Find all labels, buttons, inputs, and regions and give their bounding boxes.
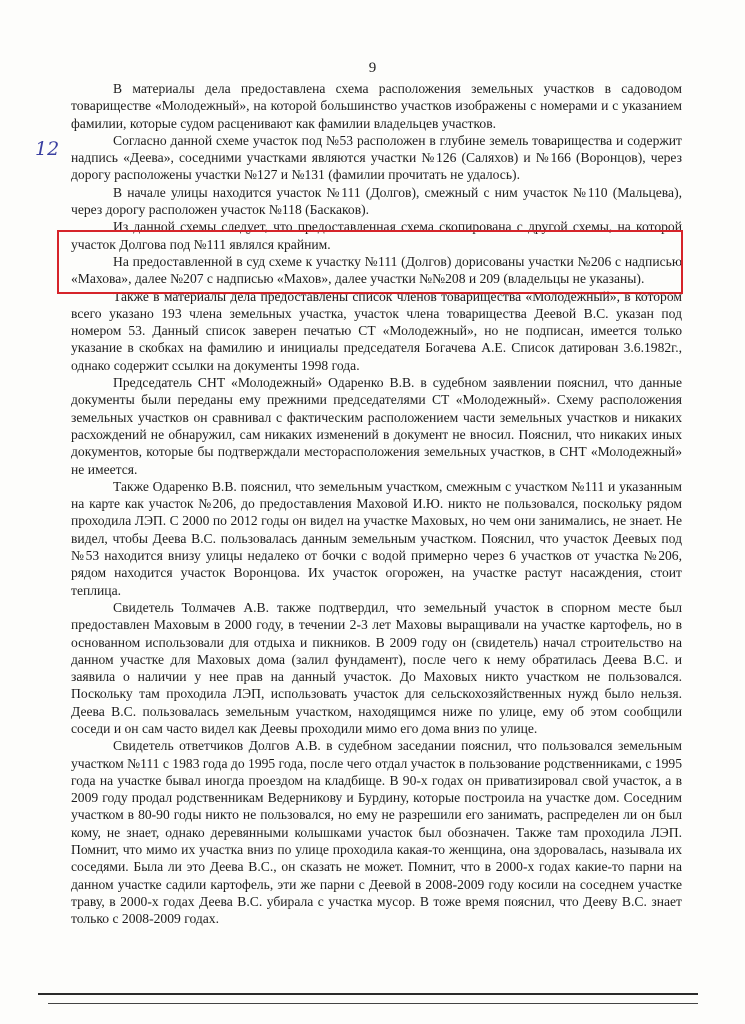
handwritten-margin-note: 12 [35, 138, 60, 160]
paragraph-member-list: Также в материалы дела предоставлены список членов товарищества «Молодежный», в котором всего указано 193 члена земельных участка, участок члена товарищества Деевой В.С. указан под номером 53. Данный список заверен печатью СТ «Молодежный», но не подписан, имеется только указание в скобках на фамилию и инициалы председателя Богачева А.Е. Список датирован 3.6.1982г., однако содержит ссылки на документы 1998 года. [71, 288, 682, 373]
paragraph-dolgov-testimony: Свидетель ответчиков Долгов А.В. в судебном заседании пояснил, что пользовался земельным участком №111 с 1983 года до 1995 года, после чего отдал участок в пользование родственниками, с 1995 года на участке бывал иногда проездом на кладбище. В 90-х годах он приватизировал свой участок, а в 2009 году продал родственникам Ведерникову и Бурдину, которые построила на участке дом. Соседним участком в 80-90 годы никто не пользовался, но ему не разрешили его занимать, распределен ли он был кому, не знает, однако деревянными колышками участок был обозначен. Также там проходила ЛЭП. Помнит, что мимо их участка вниз по улице проходила какая-то женщина, она здоровалась, называла их соседями. Была ли это Деева В.С., он сказать не может. Помнит, что в 2000-х годах какие-то парни на данном участке садили картофель, эти же парни с Деевой в 2008-2009 году косили на соседнем участке траву, в 2000-х годах Деева В.С. убирала с участка мусор. В тоже время пояснил, что Дееву В.С. знает только с 2008-2009 годах. [71, 738, 682, 927]
paragraph-scheme-description: В материалы дела предоставлена схема расположения земельных участков в садоводом товариществе «Молодежный», на которой большинство участков изображены с номерами и с указанием фамилии, которые судом расценивают как фамилии владельцев участков. [71, 81, 682, 131]
bottom-rule-thick [38, 993, 698, 995]
paragraph-plot-111: В начале улицы находится участок №111 (Долгов), смежный с ним участок №110 (Мальцева), через дорогу расположен участок №118 (Баскаков). [71, 184, 682, 218]
paragraph-scheme-copied: Из данной схемы следует, что предоставленная схема скопирована с другой схемы, на которой участок Долгова под №111 являлся крайним. [71, 219, 682, 252]
paragraph-plot-53: Согласно данной схеме участок под №53 расположен в глубине земель товарищества и содержит надпись «Деева», соседними участками являются участки №126 (Саляхов) и №166 (Воронцов), через дорогу расположены участки №127 и №131 (фамилии прочитать не удалось). [71, 132, 682, 183]
paragraph-tolmachev-testimony: Свидетель Толмачев А.В. также подтвердил, что земельный участок в спорном месте был предоставлен Маховым в 2000 году, в течении 2-3 лет Маховы выращивали на участке картофель, но в основанном использовали для отдыха и пикников. В 2009 году он (свидетель) начал строительство на данном участке для Маховых дома (залил фундамент), после чего к нему обратилась Деева В.С. и заявила о наличии у нее прав на данный участок. До Маховых никто участком не пользовался. Поскольку там проходила ЛЭП, использовать участок для сельскохозяйственных нужд было нельзя. Деева В.С. пользовалась земельным участком, находящимся ниже по улице, ему об этом сообщили соседи и он сам часто видел как Деевы проходили мимо его дома вниз по улице. [71, 599, 682, 736]
bottom-rule-thin [48, 1003, 698, 1004]
paragraph-odarenko-testimony: Также Одаренко В.В. пояснил, что земельным участком, смежным с участком №111 и указанным на карте как участок №206, до предоставления Маховой И.Ю. никто не пользовался, поскольку рядом проходила ЛЭП. С 2000 по 2012 годы он видел на участке Маховых, но чем они занимались, не знает. Не видел, чтобы Деева В.С. пользовалась данным земельным участком. Пояснил, что участок Деевых под №53 находится внизу улицы недалеко от бочки с водой примерно через 6 участков от участка №206, рядом находится участок Воронцова. Их участок огорожен, на участке растут насаждения, стоит теплица. [71, 478, 682, 598]
document-body [71, 80, 682, 928]
paragraph-chairman-testimony: Председатель СНТ «Молодежный» Одаренко В.В. в судебном заявлении пояснил, что данные документы были переданы ему прежними председателями СТ «Молодежный». Схему расположения земельных участков он сравнивал с фактическим расположением части земельных участков и никаких расхождений не обнаружил, сам никаких изменений в документ не вносил. Пояснил, что никаких иных документов, которые бы подтверждали месторасположения земельных участков, в СНТ «Молодежный» не имеется. [71, 375, 682, 477]
page-number: 9 [368, 60, 377, 76]
paragraph-highlighted-plots: На предоставленной в суд схеме к участку №111 (Долгов) дорисованы участки №206 с надписью «Махова», далее №207 с надписью «Махов», далее участки №№208 и 209 (владельцы не указаны). [71, 253, 682, 287]
